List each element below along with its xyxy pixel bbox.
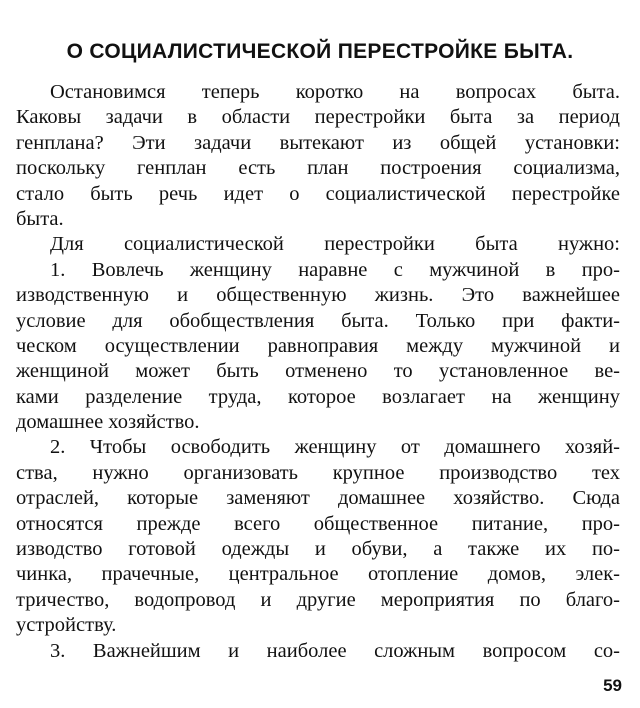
text-line: ческом осуществлении равноправия между мужчиной и (16, 334, 620, 357)
text-line: Остановимся теперь коротко на вопросах быта. (50, 81, 620, 103)
text-line: домашнее хозяйство. (16, 411, 200, 434)
text-line: относятся прежде всего общественное питание, про- (16, 512, 620, 535)
text-line: Для социалистической перестройки быта нужно: (50, 233, 620, 256)
text-line: поскольку генплан есть план построения социализма, (16, 157, 620, 180)
text-line: отраслей, которые заменяют домашнее хозяйство. Сюда (16, 487, 620, 510)
text-line: ками разделение труда, которое возлагает на женщину (16, 385, 620, 408)
text-line: генплана? Эти задачи вытекают из общей установки: (16, 131, 620, 154)
text-line: быта. (16, 207, 64, 230)
text-line: 2. Чтобы освободить женщину от домашнего хозяй- (50, 436, 620, 459)
text-line: ства, нужно организовать крупное производство тех (16, 461, 620, 484)
text-line: Каковы задачи в области перестройки быта за период (16, 106, 620, 129)
text-line: изводство готовой одежды и обуви, а также их по- (16, 538, 620, 561)
text-line: стало быть речь идет о социалистической перестройке (16, 182, 620, 205)
text-line: 1. Вовлечь женщину наравне с мужчиной в про- (50, 258, 620, 281)
text-line: тричество, водопровод и другие мероприятия по благо- (16, 588, 620, 611)
text-line: женщиной может быть отменено то установленное ве- (16, 360, 620, 383)
text-line: чинка, прачечные, центральное отопление домов, элек- (16, 563, 620, 586)
page-title: О СОЦИАЛИСТИЧЕСКОЙ ПЕРЕСТРОЙКЕ БЫТА. (66, 40, 574, 63)
page-number: 59 (603, 676, 622, 695)
body-text (16, 80, 620, 664)
text-line: устройству. (16, 614, 117, 637)
text-line: изводственную и общественную жизнь. Это важнейшее (16, 284, 620, 307)
text-line: 3. Важнейшим и наиболее сложным вопросом со- (50, 639, 620, 662)
text-line: условие для обобществления быта. Только при факти- (16, 309, 620, 332)
